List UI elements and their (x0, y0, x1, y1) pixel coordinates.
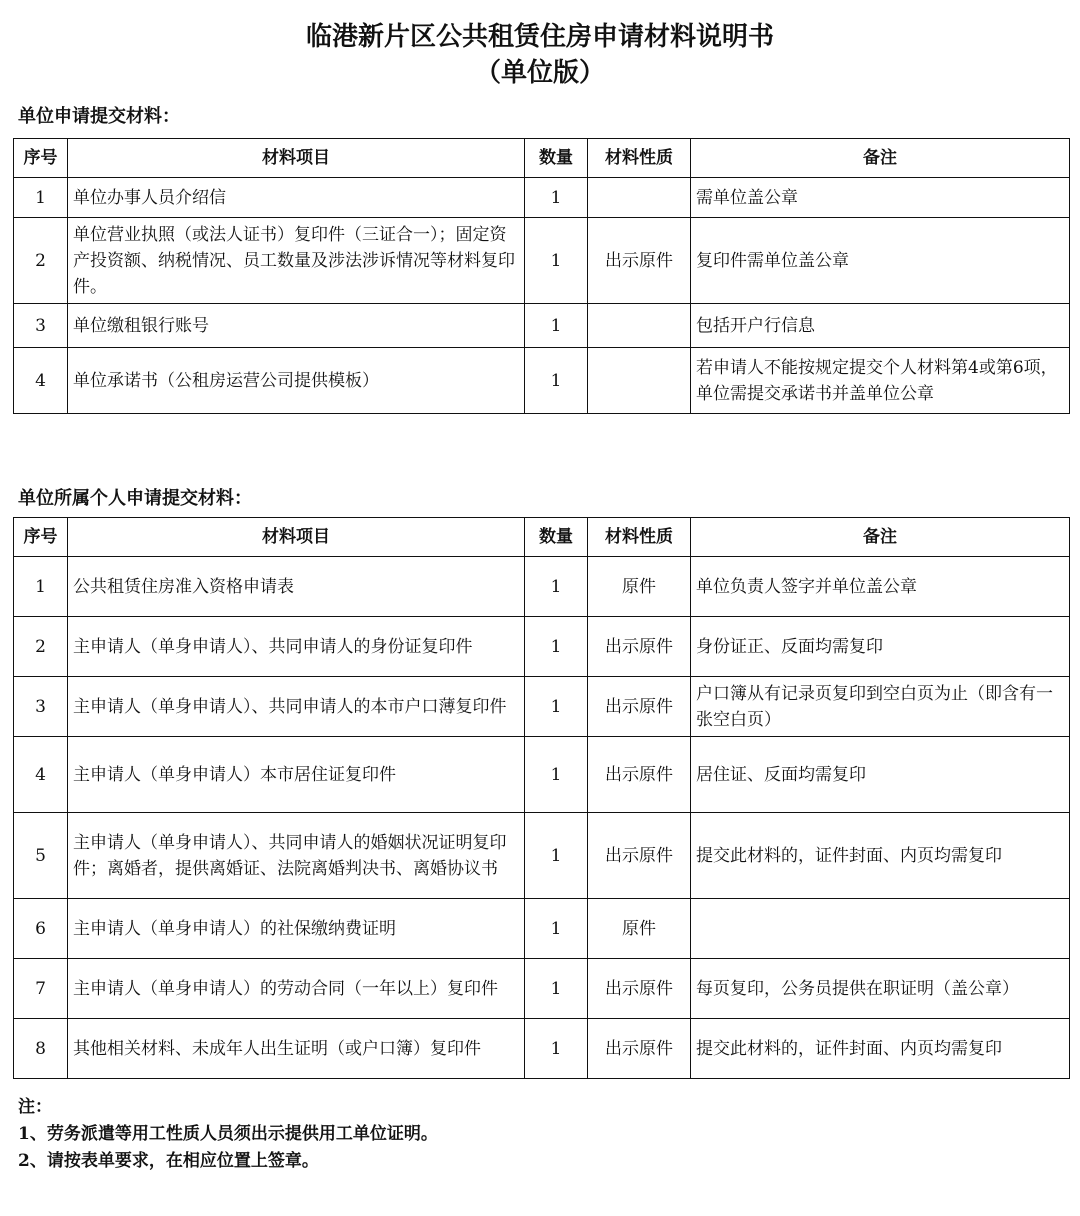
table-header-row (14, 518, 1070, 557)
cell-item: 其他相关材料、未成年人出生证明（或户口簿）复印件 (68, 1019, 525, 1079)
cell-seq: 5 (14, 813, 68, 899)
header-item: 材料项目 (68, 139, 525, 178)
note-item: 1、劳务派遣等用工性质人员须出示提供用工单位证明。 (18, 1124, 438, 1144)
table-row (14, 959, 1070, 1019)
cell-nature: 原件 (588, 899, 691, 959)
cell-item: 主申请人（单身申请人）、共同申请人的婚姻状况证明复印件；离婚者，提供离婚证、法院离婚判决书、离婚协议书 (68, 813, 525, 899)
cell-qty: 1 (525, 677, 588, 737)
cell-qty: 1 (525, 557, 588, 617)
cell-item: 主申请人（单身申请人）、共同申请人的身份证复印件 (68, 617, 525, 677)
cell-item: 主申请人（单身申请人）的社保缴纳费证明 (68, 899, 525, 959)
page-subtitle: （单位版） (474, 58, 605, 88)
cell-remark: 身份证正、反面均需复印 (691, 617, 1070, 677)
table-row (14, 304, 1070, 348)
cell-item: 主申请人（单身申请人）本市居住证复印件 (68, 737, 525, 813)
header-seq: 序号 (14, 139, 68, 178)
cell-qty: 1 (525, 1019, 588, 1079)
cell-qty: 1 (525, 304, 588, 348)
cell-remark: 居住证、反面均需复印 (691, 737, 1070, 813)
header-nature: 材料性质 (588, 518, 691, 557)
header-seq: 序号 (14, 518, 68, 557)
cell-item: 主申请人（单身申请人）的劳动合同（一年以上）复印件 (68, 959, 525, 1019)
cell-item: 公共租赁住房准入资格申请表 (68, 557, 525, 617)
cell-remark: 户口簿从有记录页复印到空白页为止（即含有一张空白页） (691, 677, 1070, 737)
cell-seq: 4 (14, 737, 68, 813)
cell-qty: 1 (525, 959, 588, 1019)
table-row (14, 557, 1070, 617)
cell-qty: 1 (525, 218, 588, 304)
table-row (14, 1019, 1070, 1079)
cell-nature: 出示原件 (588, 218, 691, 304)
cell-remark (691, 899, 1070, 959)
cell-item: 单位办事人员介绍信 (68, 178, 525, 218)
header-qty: 数量 (525, 518, 588, 557)
header-remark: 备注 (691, 139, 1070, 178)
table-row (14, 348, 1070, 414)
table-row (14, 899, 1070, 959)
cell-item: 主申请人（单身申请人）、共同申请人的本市户口薄复印件 (68, 677, 525, 737)
cell-remark: 若申请人不能按规定提交个人材料第4或第6项，单位需提交承诺书并盖单位公章 (691, 348, 1070, 414)
cell-item: 单位缴租银行账号 (68, 304, 525, 348)
table-row (14, 178, 1070, 218)
table-row (14, 218, 1070, 304)
header-nature: 材料性质 (588, 139, 691, 178)
cell-nature: 出示原件 (588, 677, 691, 737)
cell-seq: 7 (14, 959, 68, 1019)
cell-nature (588, 178, 691, 218)
cell-seq: 4 (14, 348, 68, 414)
table-header-row (14, 139, 1070, 178)
table-row (14, 617, 1070, 677)
table-row (14, 737, 1070, 813)
cell-item: 单位营业执照（或法人证书）复印件（三证合一）；固定资产投资额、纳税情况、员工数量及涉法涉诉情况等材料复印件。 (68, 218, 525, 304)
notes-label: 注： (18, 1097, 52, 1117)
cell-qty: 1 (525, 899, 588, 959)
header-item: 材料项目 (68, 518, 525, 557)
cell-qty: 1 (525, 348, 588, 414)
cell-seq: 8 (14, 1019, 68, 1079)
cell-nature: 出示原件 (588, 813, 691, 899)
cell-remark: 提交此材料的，证件封面、内页均需复印 (691, 813, 1070, 899)
header-remark: 备注 (691, 518, 1070, 557)
section2-heading: 单位所属个人申请提交材料： (18, 488, 252, 509)
section1-heading: 单位申请提交材料： (18, 106, 180, 127)
cell-remark: 包括开户行信息 (691, 304, 1070, 348)
cell-qty: 1 (525, 813, 588, 899)
cell-seq: 6 (14, 899, 68, 959)
cell-nature: 出示原件 (588, 617, 691, 677)
cell-remark: 提交此材料的，证件封面、内页均需复印 (691, 1019, 1070, 1079)
cell-remark: 需单位盖公章 (691, 178, 1070, 218)
cell-qty: 1 (525, 178, 588, 218)
cell-nature: 出示原件 (588, 959, 691, 1019)
cell-item: 单位承诺书（公租房运营公司提供模板） (68, 348, 525, 414)
cell-nature (588, 304, 691, 348)
cell-remark: 复印件需单位盖公章 (691, 218, 1070, 304)
cell-remark: 单位负责人签字并单位盖公章 (691, 557, 1070, 617)
header-qty: 数量 (525, 139, 588, 178)
unit-materials-table (13, 138, 1070, 414)
table-row (14, 677, 1070, 737)
cell-seq: 2 (14, 218, 68, 304)
cell-qty: 1 (525, 737, 588, 813)
personal-materials-table (13, 517, 1070, 1079)
cell-nature: 出示原件 (588, 737, 691, 813)
cell-seq: 1 (14, 178, 68, 218)
cell-remark: 每页复印，公务员提供在职证明（盖公章） (691, 959, 1070, 1019)
page-title: 临港新片区公共租赁住房申请材料说明书 (305, 22, 774, 52)
cell-seq: 1 (14, 557, 68, 617)
table-row (14, 813, 1070, 899)
note-item: 2、请按表单要求，在相应位置上签章。 (18, 1151, 319, 1171)
cell-seq: 3 (14, 304, 68, 348)
cell-nature: 原件 (588, 557, 691, 617)
cell-qty: 1 (525, 617, 588, 677)
cell-nature: 出示原件 (588, 1019, 691, 1079)
cell-seq: 3 (14, 677, 68, 737)
cell-nature (588, 348, 691, 414)
notes-section (18, 1094, 438, 1175)
cell-seq: 2 (14, 617, 68, 677)
